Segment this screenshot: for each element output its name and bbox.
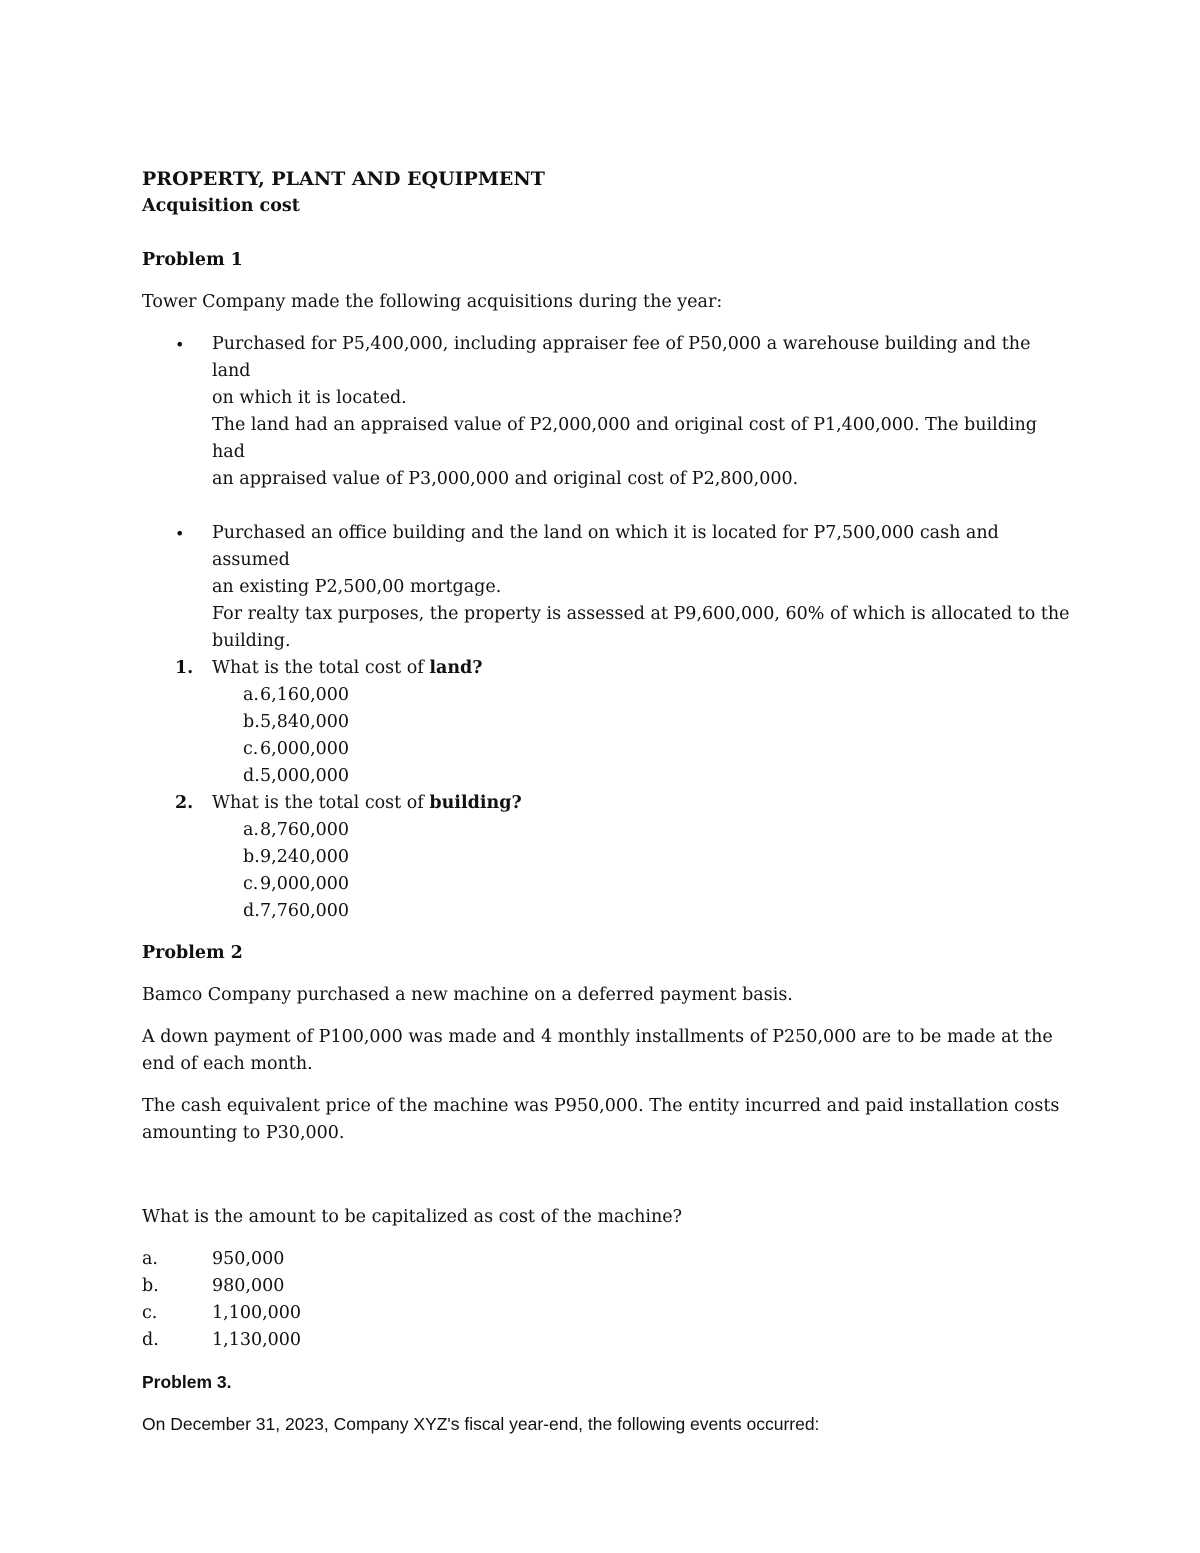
- option-value: 9,000,000: [260, 874, 350, 894]
- option-letter: d.: [243, 766, 260, 786]
- option-letter: b.: [142, 1276, 159, 1296]
- problem-2-paragraph: [142, 1024, 1072, 1078]
- answer-option: [142, 682, 1072, 709]
- question-number: 2.: [175, 793, 194, 813]
- answer-option: [142, 1246, 1072, 1273]
- bullet-line: Purchased for P5,400,000, including appraiser fee of P50,000 a warehouse building and the land: [212, 334, 1031, 381]
- question-2: [142, 790, 1072, 817]
- answer-option: [142, 844, 1072, 871]
- option-letter: c.: [142, 1303, 158, 1323]
- option-value: 7,760,000: [260, 901, 350, 921]
- option-letter: b.: [243, 847, 260, 867]
- problem-2-heading: Problem 2: [142, 943, 243, 963]
- option-value: 8,760,000: [260, 820, 350, 840]
- bullet-line: The land had an appraised value of P2,000,000 and original cost of P1,400,000. The building had: [212, 415, 1037, 462]
- paragraph-line: end of each month.: [142, 1054, 313, 1074]
- list-item: [142, 520, 1072, 655]
- bullet-spacer: [142, 493, 1072, 520]
- problem-1-heading: Problem 1: [142, 250, 243, 270]
- answer-option: [142, 817, 1072, 844]
- list-item: [142, 331, 1072, 493]
- answer-option: [142, 1327, 1072, 1354]
- option-value: 6,160,000: [260, 685, 350, 705]
- problem-3-intro: On December 31, 2023, Company XYZ's fiscal year-end, the following events occurred:: [142, 1414, 820, 1434]
- answer-option: [142, 1273, 1072, 1300]
- problem-1-bullets: [142, 331, 1072, 655]
- question-text: What is the total cost of: [212, 658, 430, 678]
- bullet-line: For realty tax purposes, the property is assessed at P9,600,000, 60% of which is allocated to the: [212, 604, 1070, 624]
- option-value: 1,130,000: [212, 1330, 302, 1350]
- paragraph-line: A down payment of P100,000 was made and 4 monthly installments of P250,000 are to be made at the: [142, 1027, 1053, 1047]
- option-value: 5,000,000: [260, 766, 350, 786]
- bullet-line: Purchased an office building and the land on which it is located for P7,500,000 cash and assumed: [212, 523, 999, 570]
- bullet-line: an existing P2,500,00 mortgage.: [212, 577, 502, 597]
- document-page: [142, 166, 1072, 1438]
- problem-2-paragraph: [142, 1093, 1072, 1147]
- bullet-icon: •: [175, 524, 185, 543]
- option-letter: c.: [243, 874, 259, 894]
- answer-option: [142, 1300, 1072, 1327]
- option-letter: c.: [243, 739, 259, 759]
- document-title: PROPERTY, PLANT AND EQUIPMENT: [142, 168, 545, 190]
- answer-option: [142, 709, 1072, 736]
- answer-option: [142, 871, 1072, 898]
- option-value: 9,240,000: [260, 847, 350, 867]
- option-value: 1,100,000: [212, 1303, 302, 1323]
- question-text-bold: land?: [429, 658, 483, 678]
- bullet-line: an appraised value of P3,000,000 and original cost of P2,800,000.: [212, 469, 799, 489]
- option-letter: d.: [142, 1330, 159, 1350]
- problem-2-question: What is the amount to be capitalized as cost of the machine?: [142, 1207, 683, 1227]
- problem-2-paragraph: Bamco Company purchased a new machine on a deferred payment basis.: [142, 985, 793, 1005]
- option-letter: b.: [243, 712, 260, 732]
- question-text-bold: building?: [429, 793, 522, 813]
- bullet-line: on which it is located.: [212, 388, 407, 408]
- paragraph-line: The cash equivalent price of the machine was P950,000. The entity incurred and paid installation costs: [142, 1096, 1060, 1116]
- question-text: What is the total cost of: [212, 793, 430, 813]
- problem-1-intro: Tower Company made the following acquisitions during the year:: [142, 292, 723, 312]
- option-letter: d.: [243, 901, 260, 921]
- option-letter: a.: [142, 1249, 158, 1269]
- option-value: 950,000: [212, 1249, 285, 1269]
- document-subtitle: Acquisition cost: [142, 196, 300, 216]
- option-value: 5,840,000: [260, 712, 350, 732]
- paragraph-line: amounting to P30,000.: [142, 1123, 345, 1143]
- answer-option: [142, 763, 1072, 790]
- bullet-icon: •: [175, 335, 185, 354]
- option-letter: a.: [243, 820, 259, 840]
- question-number: 1.: [175, 658, 194, 678]
- question-1: [142, 655, 1072, 682]
- answer-option: [142, 898, 1072, 925]
- answer-option: [142, 736, 1072, 763]
- option-value: 980,000: [212, 1276, 285, 1296]
- bullet-line: building.: [212, 631, 291, 651]
- option-letter: a.: [243, 685, 259, 705]
- option-value: 6,000,000: [260, 739, 350, 759]
- problem-3-heading: Problem 3.: [142, 1372, 232, 1392]
